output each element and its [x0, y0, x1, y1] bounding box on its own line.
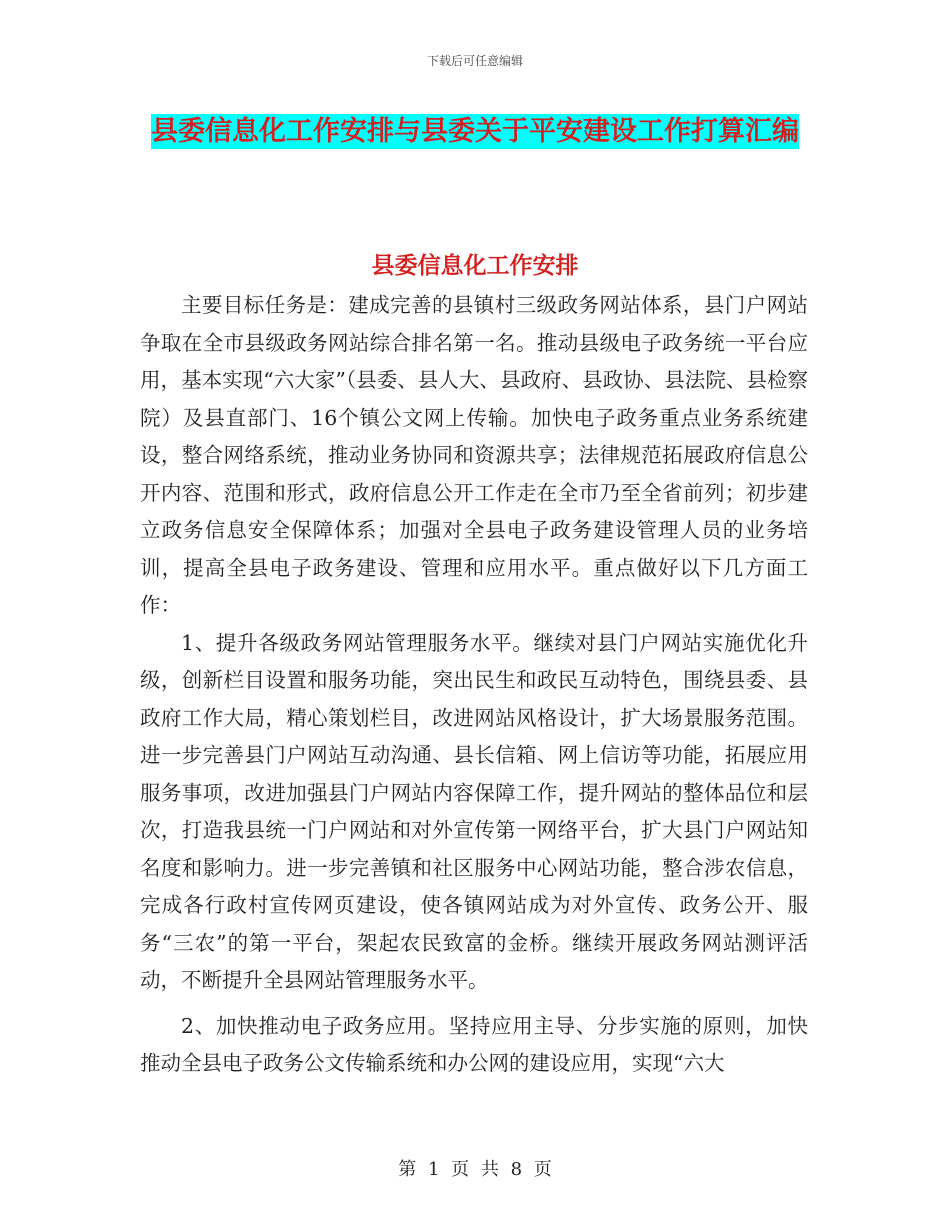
header-note: 下载后可任意编辑 [426, 54, 523, 68]
paragraph-intro: 主要目标任务是：建成完善的县镇村三级政务网站体系，县门户网站争取在全市县级政务网站综合排名第一名。推动县级电子政务统一平台应用，基本实现“六大家”（县委、县人大、县政府、县政协、县法院、县检察院）及县直部门、16个镇公文网上传输。加快电子政务重点业务系统建设，整合网络系统，推动业务协同和资源共享；法律规范拓展政府信息公开内容、范围和形式，政府信息公开工作走在全市乃至全省前列；初步建立政务信息安全保障体系；加强对全县电子政务建设管理人员的业务培训，提高全县电子政务建设、管理和应用水平。重点做好以下几方面工作： [140, 293, 808, 617]
document-body [140, 287, 808, 1083]
paragraph-item-1: 1、提升各级政务网站管理服务水平。继续对县门户网站实施优化升级，创新栏目设置和服务功能，突出民生和政民互动特色，围绕县委、县政府工作大局，精心策划栏目，改进网站风格设计，扩大场景服务范围。进一步完善县门户网站互动沟通、县长信箱、网上信访等功能，拓展应用服务事项，改进加强县门户网站内容保障工作，提升网站的整体品位和层次，打造我县统一门户网站和对外宣传第一网络平台，扩大县门户网站知名度和影响力。进一步完善镇和社区服务中心网站功能，整合涉农信息，完成各行政村宣传网页建设，使各镇网站成为对外宣传、政务公开、服务“三农”的第一平台，架起农民致富的金桥。继续开展政务网站测评活动，不断提升全县网站管理服务水平。 [140, 630, 808, 992]
document-title [140, 108, 810, 156]
section-title: 县委信息化工作安排 [371, 253, 579, 279]
paragraph-item-2: 2、加快推动电子政务应用。坚持应用主导、分步实施的原则，加快推动全县电子政务公文传输系统和办公网的建设应用，实现“六大 [140, 1013, 808, 1075]
document-title-text: 县委信息化工作安排与县委关于平安建设工作打算汇编 [151, 116, 799, 147]
page-footer: 第 1 页 共 8 页 [398, 1159, 552, 1180]
